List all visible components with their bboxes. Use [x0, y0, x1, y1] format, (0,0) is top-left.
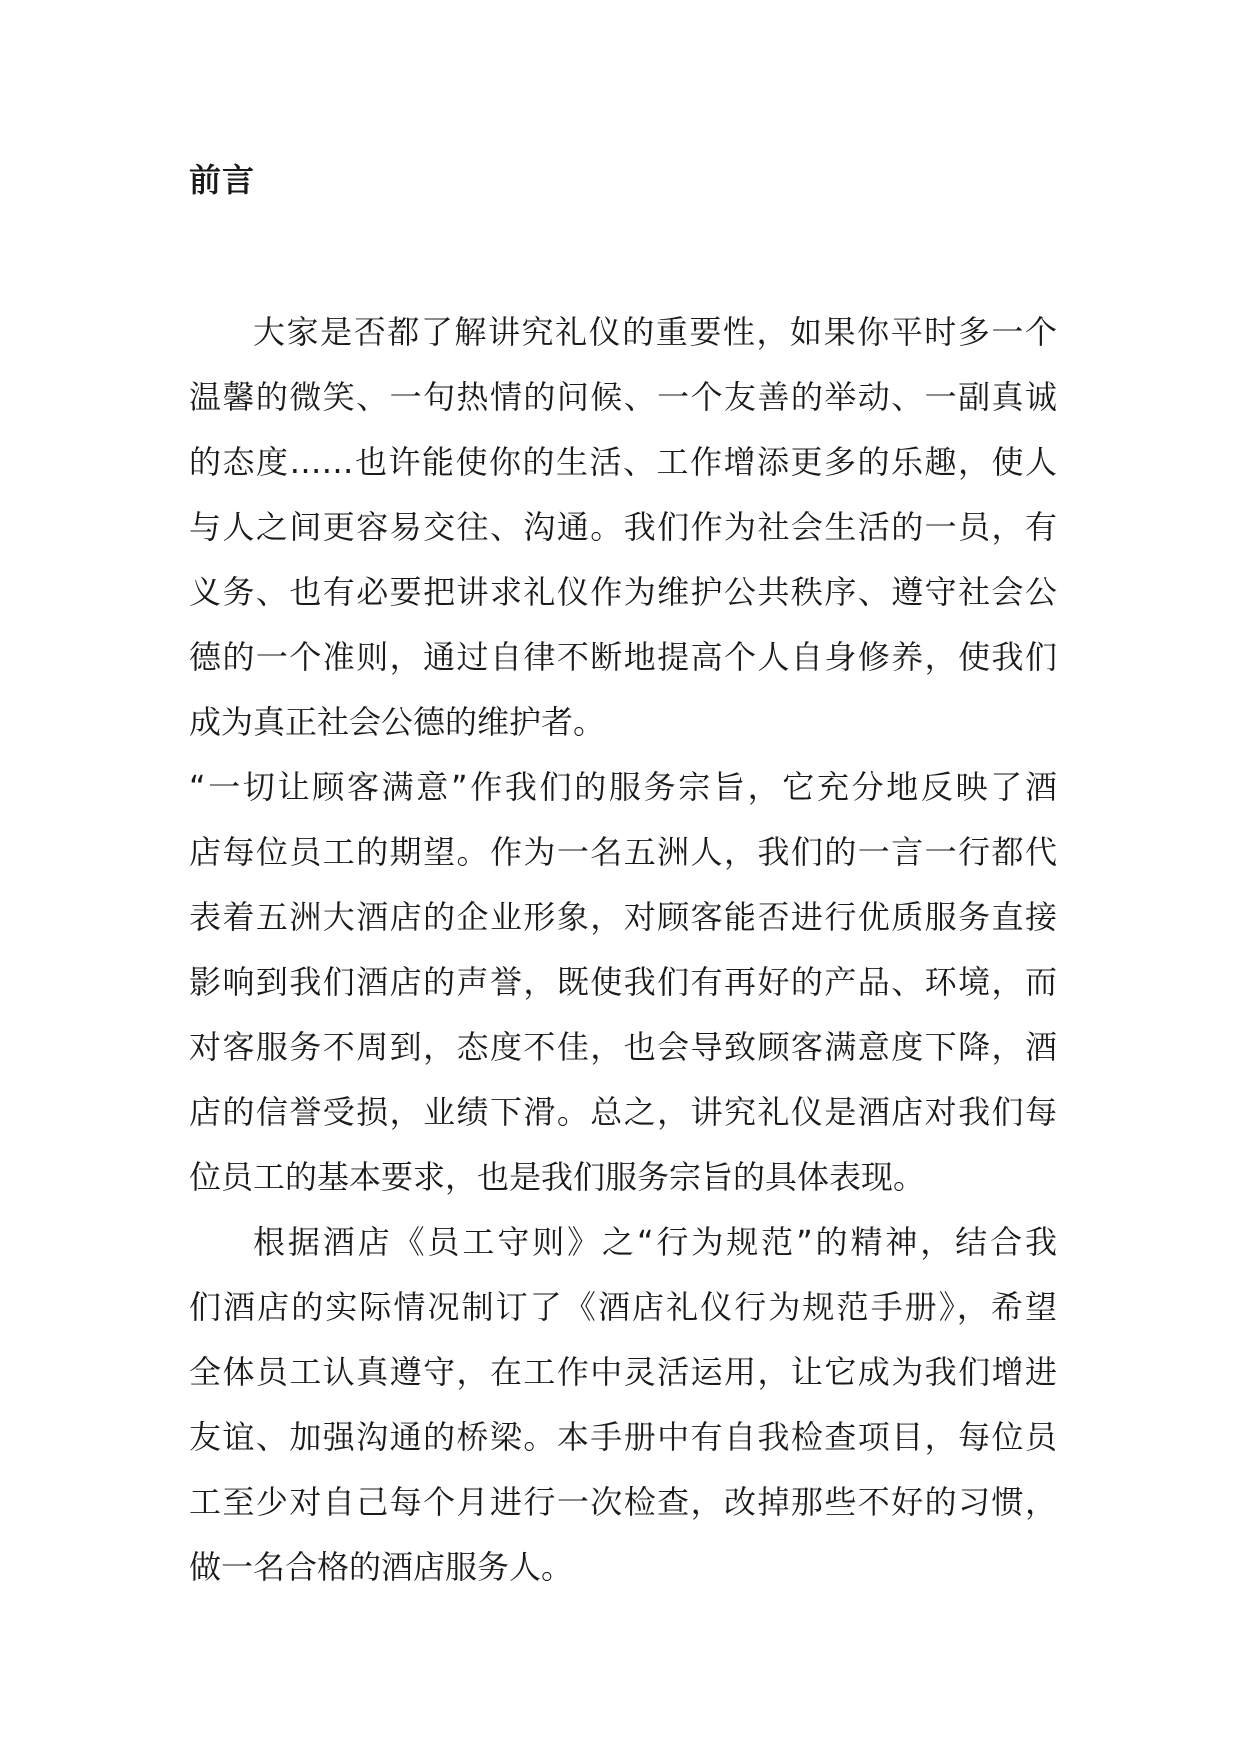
paragraph-line: 友谊、加强沟通的桥梁。本手册中有自我检查项目，每位员	[189, 1418, 1057, 1456]
paragraph-line: 成为真正社会公德的维护者。	[189, 703, 606, 741]
paragraph-line: 全体员工认真遵守，在工作中灵活运用，让它成为我们增进	[189, 1353, 1057, 1391]
paragraph-line: 工至少对自己每个月进行一次检查，改掉那些不好的习惯，	[189, 1483, 1057, 1521]
paragraph-line: 影响到我们酒店的声誉，既使我们有再好的产品、环境，而	[189, 963, 1057, 1001]
paragraph-line: 们酒店的实际情况制订了《酒店礼仪行为规范手册》，希望	[189, 1288, 1057, 1326]
paragraph-line: 的态度……也许能使你的生活、工作增添更多的乐趣，使人	[189, 443, 1057, 481]
paragraph-line: 店的信誉受损，业绩下滑。总之，讲究礼仪是酒店对我们每	[189, 1093, 1057, 1131]
paragraph-line: 位员工的基本要求，也是我们服务宗旨的具体表现。	[189, 1158, 926, 1196]
paragraph-line: “一切让顾客满意”作我们的服务宗旨，它充分地反映了酒	[189, 768, 1057, 806]
paragraph-line: 根据酒店《员工守则》之“行为规范”的精神，结合我	[253, 1223, 1057, 1261]
paragraph-line: 温馨的微笑、一句热情的问候、一个友善的举动、一副真诚	[189, 378, 1057, 416]
paragraph-line: 大家是否都了解讲究礼仪的重要性，如果你平时多一个	[253, 313, 1057, 351]
paragraph-line: 德的一个准则，通过自律不断地提高个人自身修养，使我们	[189, 638, 1057, 676]
paragraph-line: 做一名合格的酒店服务人。	[189, 1548, 574, 1586]
paragraph-line: 对客服务不周到，态度不佳，也会导致顾客满意度下降，酒	[189, 1028, 1057, 1066]
preface-body	[189, 300, 1057, 1600]
paragraph-line: 义务、也有必要把讲求礼仪作为维护公共秩序、遵守社会公	[189, 573, 1057, 611]
paragraph-line: 与人之间更容易交往、沟通。我们作为社会生活的一员，有	[189, 508, 1057, 546]
paragraph-line: 表着五洲大酒店的企业形象，对顾客能否进行优质服务直接	[189, 898, 1057, 936]
paragraph-line: 店每位员工的期望。作为一名五洲人，我们的一言一行都代	[189, 833, 1057, 871]
page-title: 前言	[189, 161, 256, 199]
